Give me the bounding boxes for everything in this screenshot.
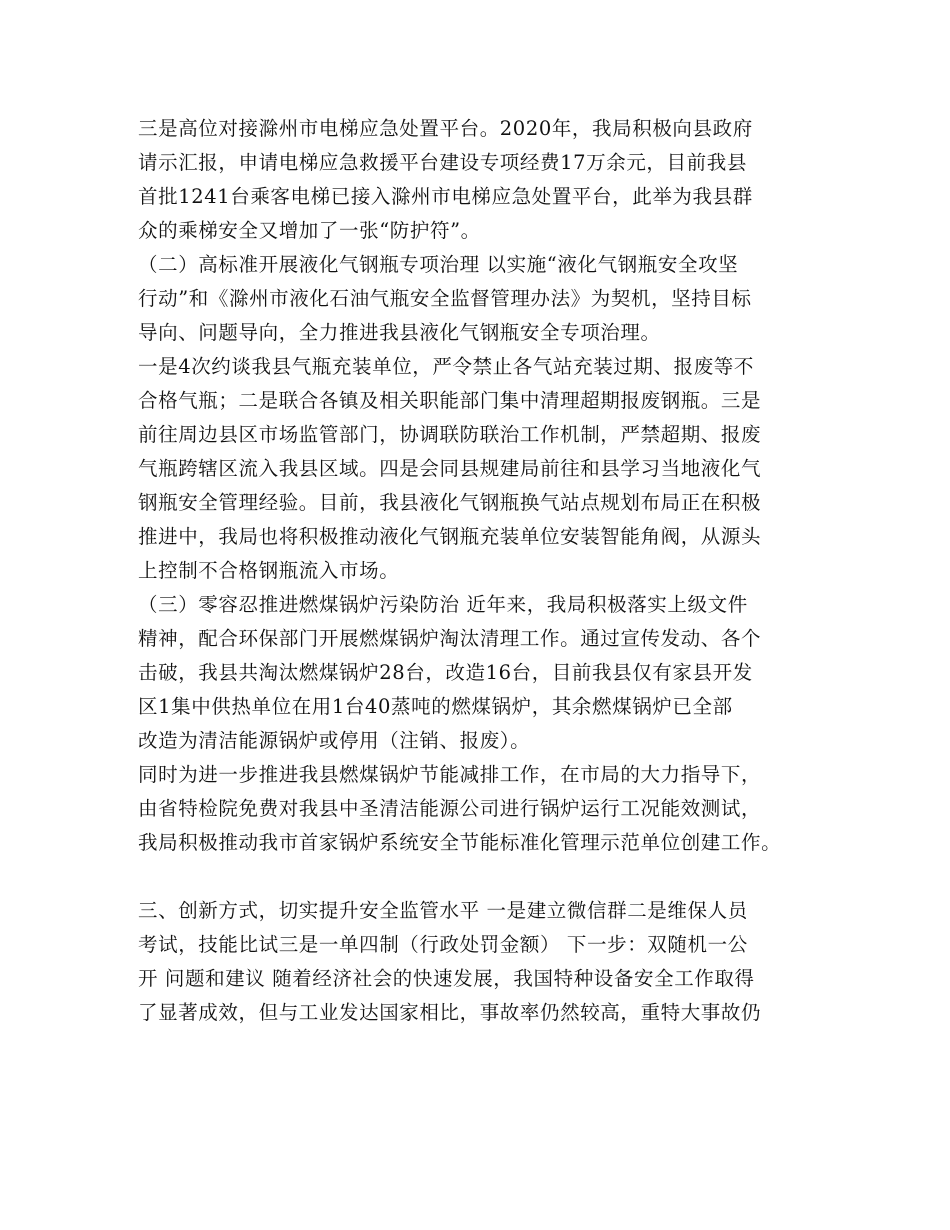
text-line: 开 问题和建议 随着经济社会的快速发展，我国特种设备安全工作取得: [138, 967, 755, 990]
text-line: 同时为进一步推进我县燃煤锅炉节能减排工作，在市局的大力指导下，: [138, 763, 762, 786]
text-line: 钢瓶安全管理经验。目前，我县液化气钢瓶换气站点规划布局正在积极: [138, 491, 762, 514]
section-heading-three: 三、创新方式，切实提升安全监管水平 一是建立微信群二是维保人员: [138, 899, 748, 922]
text-line: 首批1241台乘客电梯已接入滁州市电梯应急处置平台，此举为我县群: [138, 185, 753, 208]
section-heading-2: （二）高标准开展液化气钢瓶专项治理 以实施“液化气钢瓶安全攻坚: [138, 253, 739, 276]
text-line: 了显著成效，但与工业发达国家相比，事故率仍然较高，重特大事故仍: [138, 1001, 762, 1024]
text-line: 击破，我县共淘汰燃煤锅炉28台，改造16台，目前我县仅有家县开发: [138, 661, 753, 684]
text-line: 一是4次约谈我县气瓶充装单位，严令禁止各气站充装过期、报废等不: [138, 355, 755, 378]
text-line: 改造为清洁能源锅炉或停用（注销、报废）。: [138, 729, 531, 752]
text-line: 众的乘梯安全又增加了一张“防护符”。: [138, 219, 481, 242]
text-line: 精神，配合环保部门开展燃煤锅炉淘汰清理工作。通过宣传发动、各个: [138, 627, 762, 650]
text-line: 我局积极推动我市首家锅炉系统安全节能标准化管理示范单位创建工作。: [138, 831, 782, 854]
text-line: 推进中，我局也将积极推动液化气钢瓶充装单位安装智能角阀，从源头: [138, 525, 762, 548]
text-line: 三是高位对接滁州市电梯应急处置平台。2020年，我局积极向县政府: [138, 117, 753, 140]
text-line: 由省特检院免费对我县中圣清洁能源公司进行锅炉运行工况能效测试，: [138, 797, 762, 820]
section-heading-3: （三）零容忍推进燃煤锅炉污染防治 近年来，我局积极落实上级文件: [138, 593, 748, 616]
text-line: 前往周边县区市场监管部门，协调联防联治工作机制，严禁超期、报废: [138, 423, 762, 446]
text-line: 请示汇报，申请电梯应急救援平台建设专项经费17万余元，目前我县: [138, 151, 747, 174]
text-line: 导向、问题导向，全力推进我县液化气钢瓶安全专项治理。: [138, 321, 661, 344]
text-line: 上控制不合格钢瓶流入市场。: [138, 559, 400, 582]
text-line: 行动”和《滁州市液化石油气瓶安全监督管理办法》为契机，坚持目标: [138, 287, 752, 310]
text-line: 气瓶跨辖区流入我县区域。四是会同县规建局前往和县学习当地液化气: [138, 457, 762, 480]
text-line: 区1集中供热单位在用1台40蒸吨的燃煤锅炉，其余燃煤锅炉已全部: [138, 695, 733, 718]
text-line: 考试，技能比试三是一单四制（行政处罚金额） 下一步：双随机一公: [138, 933, 748, 956]
text-line: 合格气瓶；二是联合各镇及相关职能部门集中清理超期报废钢瓶。三是: [138, 389, 762, 412]
